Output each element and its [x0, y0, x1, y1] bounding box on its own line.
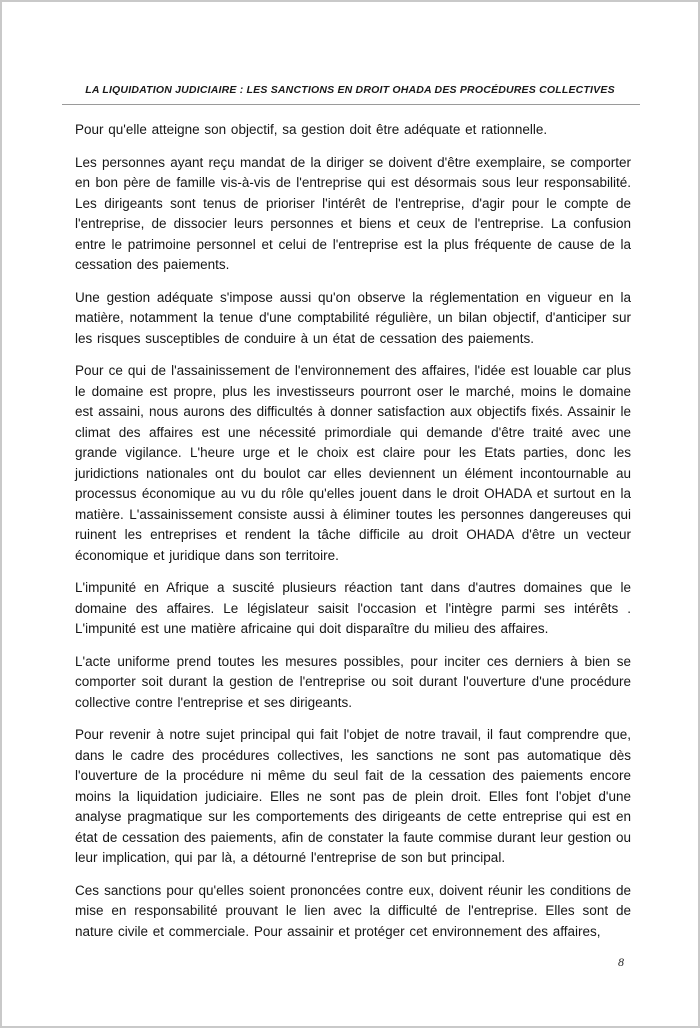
page-number: 8 [618, 955, 624, 969]
paragraph-3: Une gestion adéquate s'impose aussi qu'on observe la réglementation en vigueur en la matière, notamment la tenue d'une comptabilité régulière, un bilan objectif, d'anticiper sur les risques susceptibles de conduire à un état de cessation des paiements. [75, 289, 631, 346]
paragraph-4: Pour ce qui de l'assainissement de l'environnement des affaires, l'idée est louable car plus le domaine est propre, plus les investisseurs pourront oser le marché, moins le domaine est assaini, nous aurons des difficultés à donner satisfaction aux objectifs fixés. Assainir le climat des affaires est une nécessité primordiale qui demande d'être traité avec une grande vigilance. L'heure urge et le choix est claire pour les Etats parties, donc les juridictions nationales ont du boulot car elles deviennent un élément incontournable au processus économique au vu du rôle qu'elles jouent dans le droit OHADA et surtout en la matière. L'assainissement consiste aussi à éliminer toutes les personnes dangereuses qui ruinent les entreprises et rendent la tâche difficile au droit OHADA d'être un vecteur économique et juridique dans son territoire. [75, 363, 631, 563]
header-divider [62, 104, 640, 105]
paragraph-5: L'impunité en Afrique a suscité plusieurs réaction tant dans d'autres domaines que le domaine des affaires. Le législateur saisit l'occasion et l'intègre parmi ses intérêts . L'impunité est une matière africaine qui doit disparaître du milieu des affaires. [75, 580, 631, 636]
paragraph-8: Ces sanctions pour qu'elles soient prononcées contre eux, doivent réunir les conditions de mise en responsabilité prouvant le lien avec la difficulté de l'entreprise. Elles sont de nature civile et commerciale. Pour assainir et protéger cet environnement des affaires, [75, 882, 631, 939]
page-body [75, 120, 631, 954]
paragraph-6: L'acte uniforme prend toutes les mesures possibles, pour inciter ces derniers à bien se comporter soit durant la gestion de l'entreprise ou soit durant l'ouverture d'une procédure collective contre l'entreprise et ses dirigeants. [75, 653, 631, 710]
paragraph-7: Pour revenir à notre sujet principal qui fait l'objet de notre travail, il faut comprendre que, dans le cadre des procédures collectives, les sanctions ne sont pas automatique dès l'ouverture de la procédure ni même du seul fait de la cessation des paiements encore moins la liquidation judiciaire. Elles ne sont pas de plein droit. Elles font l'objet d'une analyse pragmatique sur les comportements des dirigeants de cette entreprise qui est en état de cessation des paiements, afin de constater la faute commise durant leur gestion ou leur implication, qui par là, a détourné l'entreprise de son but principal. [75, 727, 631, 865]
paragraph-2: Les personnes ayant reçu mandat de la diriger se doivent d'être exemplaire, se comporter en bon père de famille vis-à-vis de l'entreprise qui est désormais sous leur responsabilité. Les dirigeants sont tenus de prioriser l'intérêt de l'entreprise, d'agir pour le compte de l'entreprise, de dissocier leurs personnes et biens et ceux de l'entreprise. La confusion entre le patrimoine personnel et celui de l'entreprise est la plus fréquente de cause de la cessation des paiements. [75, 154, 631, 272]
running-header-title: LA LIQUIDATION JUDICIAIRE : LES SANCTIONS EN DROIT OHADA DES PROCÉDURES COLLECTIVES [85, 84, 615, 96]
paragraph-1: Pour qu'elle atteigne son objectif, sa gestion doit être adéquate et rationnelle. [75, 122, 548, 137]
